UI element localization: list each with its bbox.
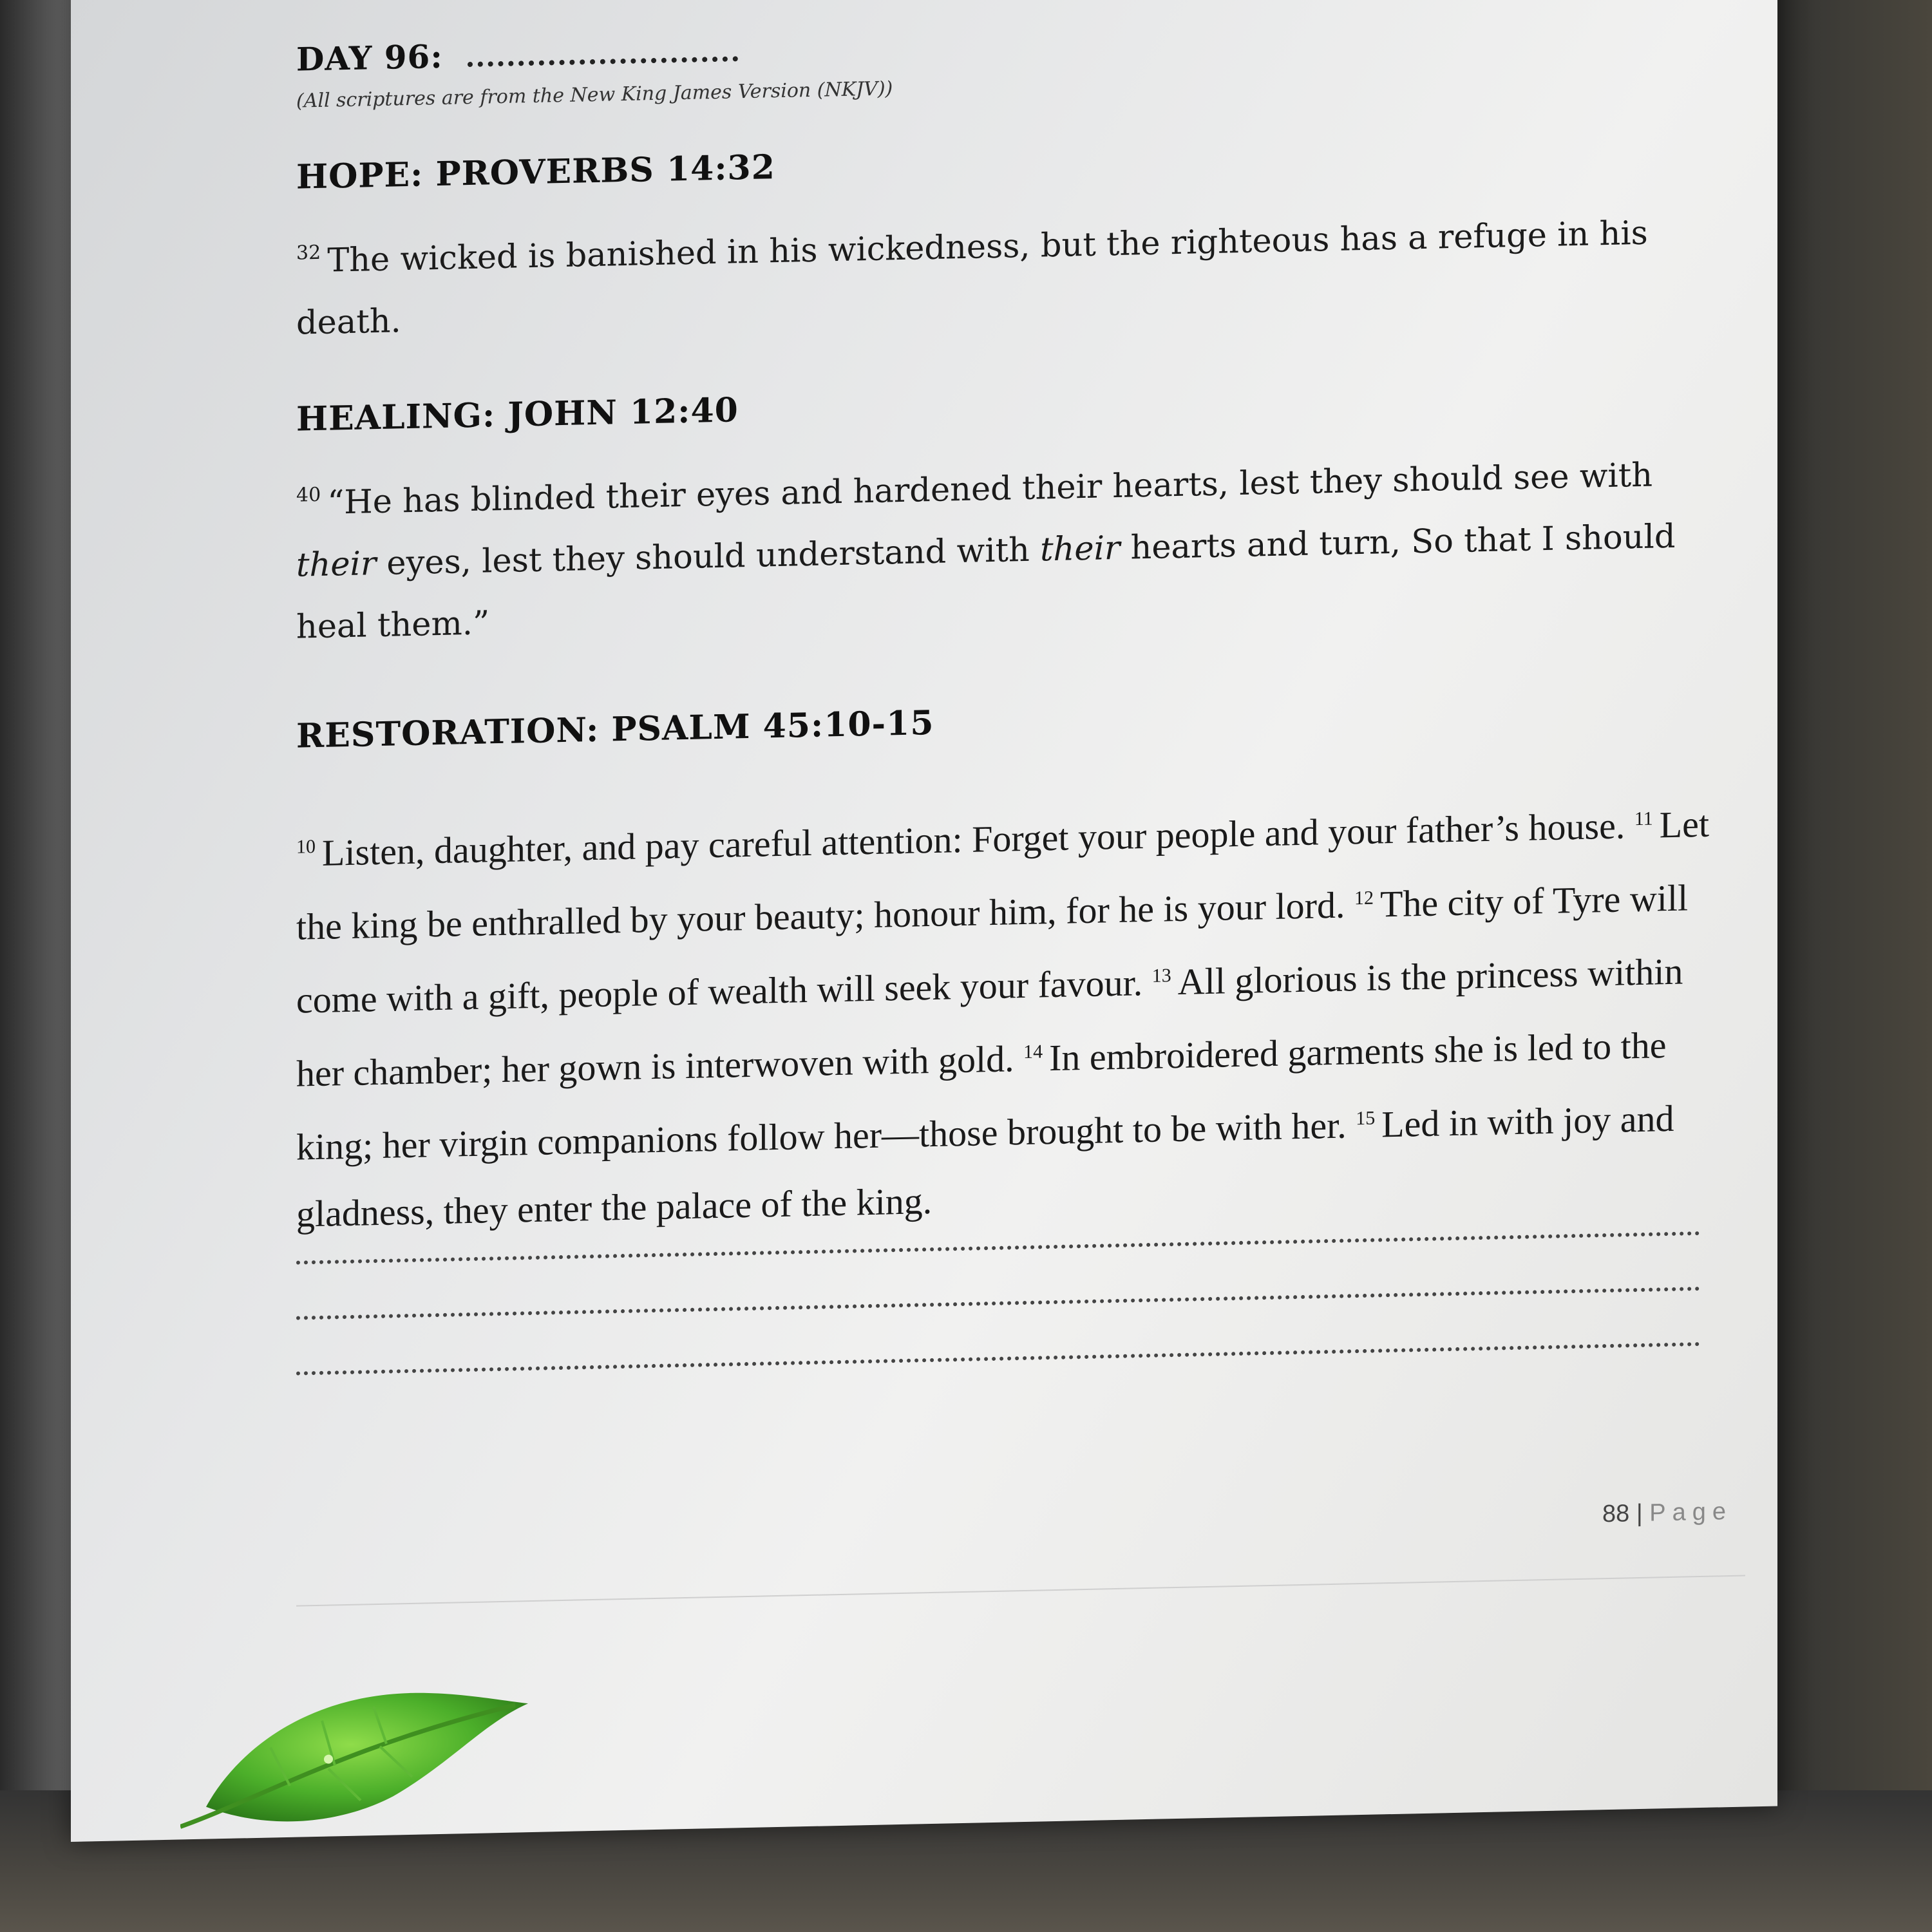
verse-number: 15 xyxy=(1356,1107,1376,1130)
verse-number: 10 xyxy=(296,836,316,858)
verse-number: 12 xyxy=(1354,887,1374,909)
verse-number: 11 xyxy=(1634,808,1653,830)
verse-number: 14 xyxy=(1023,1041,1043,1063)
version-note: (All scriptures are from the New King James Version (NKJV)) xyxy=(296,77,893,113)
page-number xyxy=(1602,1498,1732,1528)
verse-number: 32 xyxy=(296,241,321,265)
device-bezel-left xyxy=(0,0,71,1932)
verse-text: Listen, daughter, and pay careful attention: Forget your people and your father’s house. xyxy=(322,804,1625,874)
verse-emphasis: their xyxy=(296,545,377,585)
verse-text-b: eyes, lest they should understand with xyxy=(376,531,1041,583)
section-heading-restoration: RESTORATION: PSALM 45:10-15 xyxy=(296,703,934,756)
section-heading-healing: HEALING: JOHN 12:40 xyxy=(296,390,739,439)
verse-psalm xyxy=(296,784,1732,1248)
verse-text: Led in with joy and gladness, they enter the palace of the king. xyxy=(296,1097,1674,1235)
verse-text-c: hearts and turn, So that I should heal them.” xyxy=(296,517,1676,647)
verse-number: 40 xyxy=(296,483,321,507)
document-page xyxy=(71,0,1777,1842)
verse-john xyxy=(296,435,1700,659)
verse-number: 13 xyxy=(1151,965,1171,987)
verse-text: The wicked is banished in his wickedness, but the righteous has a refuge in his death. xyxy=(296,214,1648,343)
leaf-icon xyxy=(180,1665,541,1840)
page-content xyxy=(296,0,1745,1376)
page-number-value: 88 xyxy=(1602,1500,1630,1528)
verse-emphasis: their xyxy=(1040,529,1121,569)
section-heading-hope: HOPE: PROVERBS 14:32 xyxy=(296,147,775,197)
verse-proverbs xyxy=(296,193,1700,355)
notes-line xyxy=(296,1342,1700,1376)
day-fill-in-line xyxy=(468,56,738,67)
page-separator: | xyxy=(1636,1499,1643,1528)
verse-text: In embroidered garments she is led to the king; her virgin companions follow her—those brought to be with her. xyxy=(296,1024,1667,1168)
page-word: Page xyxy=(1649,1497,1732,1527)
verse-text: All glorious is the princess within her chamber; her gown is interwoven with gold. xyxy=(296,950,1683,1095)
notes-line xyxy=(296,1287,1700,1320)
verse-text: The city of Tyre will come with a gift, people of wealth will seek your favour. xyxy=(296,876,1689,1021)
footer-rule xyxy=(296,1575,1745,1607)
day-label: DAY 96: xyxy=(296,37,443,79)
verse-text-a: “He has blinded their eyes and hardened their hearts, lest they should see with xyxy=(327,456,1653,522)
verse-text: Let the king be enthralled by your beauty; honour him, for he is your lord. xyxy=(296,802,1710,948)
